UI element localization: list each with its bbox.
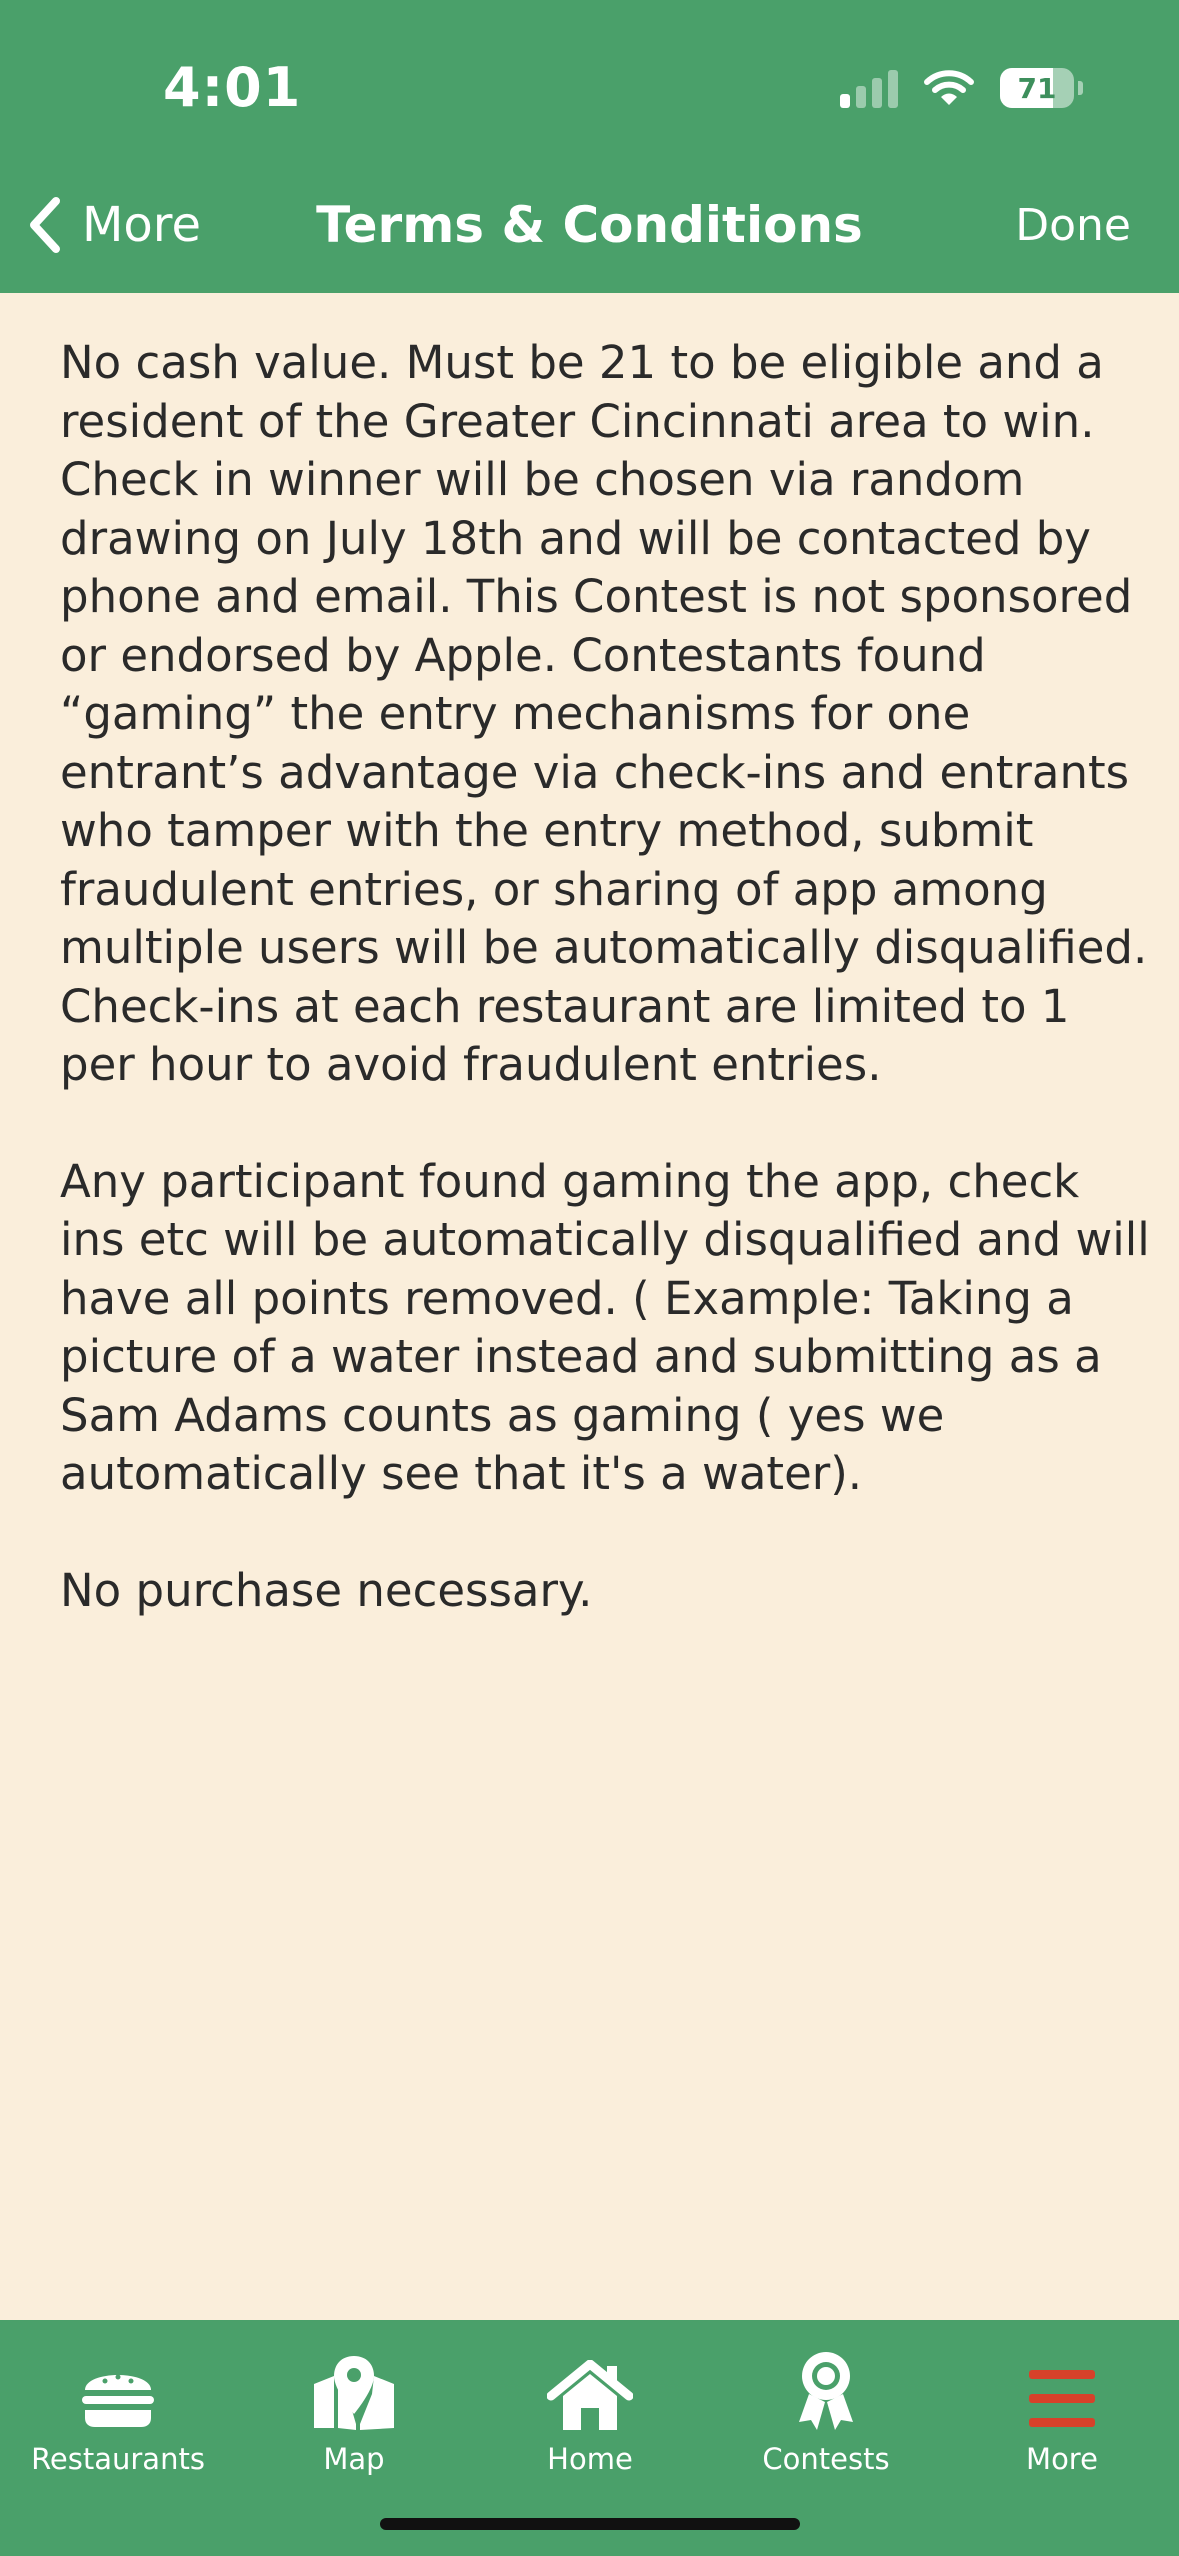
award-ribbon-icon: [795, 2350, 857, 2430]
status-time: 4:01: [163, 56, 302, 119]
terms-paragraph: No cash value. Must be 21 to be eligible and a resident of the Greater Cincinnati area to win. Check in winner will be chosen via random drawing on July 18th and will be contacted by phone and email. This Contest is not sponsored or endorsed by Apple. Contestants found “gaming” the entry mechanisms for one entrant’s advantage via check-ins and entrants who tamper with the entry method, submit fraudulent entries, or sharing of app among multiple users will be automatically disqualified. Check-ins at each restaurant are limited to 1 per hour to avoid fraudulent entries.: [60, 336, 1148, 1091]
battery-tip: [1078, 81, 1083, 95]
tab-label: More: [1026, 2442, 1098, 2476]
tab-restaurants[interactable]: [0, 2340, 236, 2490]
tab-map[interactable]: [236, 2340, 472, 2490]
back-button-label: More: [82, 197, 201, 253]
battery-percent: 71: [1017, 71, 1057, 105]
tab-label: Map: [323, 2442, 385, 2476]
tab-more[interactable]: [944, 2340, 1179, 2490]
wifi-icon: [924, 69, 974, 107]
tab-label: Contests: [762, 2442, 890, 2476]
burger-icon: [79, 2364, 157, 2430]
tab-contests[interactable]: [708, 2340, 944, 2490]
tab-label: Home: [547, 2442, 633, 2476]
terms-content: [60, 334, 1150, 1678]
terms-paragraph: No purchase necessary.: [60, 1563, 593, 1617]
home-icon: [547, 2360, 633, 2430]
status-icons: [840, 66, 1083, 110]
terms-paragraph: Any participant found gaming the app, check ins etc will be automatically disqualified and will have all points removed. ( Example: Taking a picture of a water instead and submitting as a Sam Adams counts as gaming ( yes we automatically see that it's a water).: [60, 1154, 1150, 1500]
map-pin-icon: [312, 2354, 396, 2430]
page-title: Terms & Conditions: [316, 196, 863, 254]
header: [0, 0, 1179, 293]
done-button[interactable]: Done: [1015, 199, 1131, 251]
home-indicator: [380, 2518, 800, 2530]
tab-label: Restaurants: [31, 2442, 205, 2476]
tab-home[interactable]: [472, 2340, 708, 2490]
hamburger-menu-icon: [1027, 2368, 1097, 2430]
nav-bar: [0, 190, 1179, 260]
cellular-signal-icon: [840, 68, 898, 108]
battery-icon: [1000, 68, 1074, 108]
